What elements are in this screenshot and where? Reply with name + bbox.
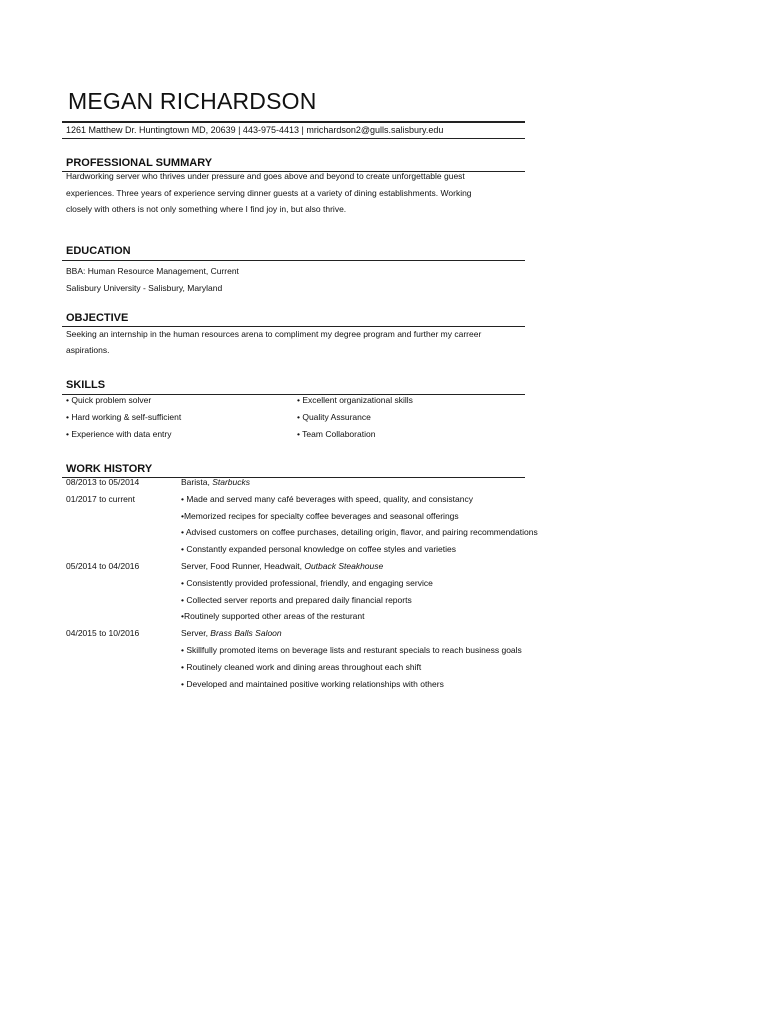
education-divider [62, 260, 525, 261]
contact-divider [62, 138, 525, 139]
work-history [66, 477, 586, 695]
job-header [66, 628, 586, 645]
job-bullet-row [66, 595, 586, 612]
skill-item: • Hard working & self-sufficient [66, 412, 182, 422]
job-role: Server, [181, 628, 211, 639]
job-dates: 04/2015 to 10/2016 [66, 628, 140, 639]
skills-row [66, 412, 526, 429]
skills-heading: SKILLS [66, 379, 106, 391]
skills-row [66, 429, 526, 446]
skills-list [66, 395, 526, 446]
skill-item: • Team Collaboration [297, 429, 376, 439]
job-bullet: • Advised customers on coffee purchases, detailing origin, flavor, and pairing recommendations [181, 527, 538, 538]
job-bullet: • Routinely cleaned work and dining areas throughout each shift [181, 661, 422, 672]
objective-line: Seeking an internship in the human resources arena to compliment my degree program and further my carreer [66, 329, 482, 339]
job-dates: 05/2014 to 04/2016 [66, 560, 140, 571]
job-title [181, 628, 282, 638]
job-bullet-row [66, 611, 586, 628]
skills-row [66, 395, 526, 412]
job-header [66, 477, 586, 494]
job-dates: 08/2013 to 05/2014 [66, 477, 140, 487]
job-role: Server, Food Runner, Headwait, [181, 560, 305, 571]
work-heading: WORK HISTORY [66, 463, 153, 475]
job-bullet-row [66, 511, 586, 528]
job-bullet: • Collected server reports and prepared daily financial reports [181, 594, 412, 605]
job-bullet: • Consistently provided professional, friendly, and engaging service [181, 577, 433, 588]
job-bullet-row [66, 662, 586, 679]
objective-heading: OBJECTIVE [66, 312, 129, 324]
job-bullet-row [66, 544, 586, 561]
skill-item: • Quick problem solver [66, 395, 152, 405]
contact-info: 1261 Matthew Dr. Huntingtown MD, 20639 | 443-975-4413 | mrichardson2@gulls.salisbury.edu [66, 125, 444, 135]
job-header [66, 561, 586, 578]
job-dates: 01/2017 to current [66, 493, 135, 504]
job-bullet: •Memorized recipes for specialty coffee beverages and seasonal offerings [181, 510, 459, 521]
job-title [181, 477, 250, 487]
job-title [181, 561, 383, 571]
job-bullet: • Developed and maintained positive working relationships with others [181, 678, 444, 689]
job-bullet-row [66, 679, 586, 696]
skill-item: • Quality Assurance [297, 412, 371, 422]
skill-item: • Excellent organizational skills [297, 395, 413, 405]
objective-line: aspirations. [66, 345, 110, 355]
summary-heading: PROFESSIONAL SUMMARY [66, 157, 213, 169]
job-employer: Brass Balls Saloon [210, 628, 282, 639]
job-bullet: • Constantly expanded personal knowledge on coffee styles and varieties [181, 544, 456, 555]
job-bullet: • Made and served many café beverages with speed, quality, and consistancy [181, 493, 473, 504]
resume-name: MEGAN RICHARDSON [68, 88, 317, 114]
job-role: Barista, [181, 477, 213, 487]
summary-line: experiences. Three years of experience serving dinner guests at a variety of dining establishments. Working [66, 188, 472, 198]
education-degree: BBA: Human Resource Management, Current [66, 266, 239, 276]
summary-line: closely with others is not only something where I find joy in, but also thrive. [66, 204, 347, 214]
education-school: Salisbury University - Salisbury, Maryland [66, 283, 223, 293]
name-divider [62, 121, 525, 123]
job-employer: Outback Steakhouse [304, 560, 384, 571]
skill-item: • Experience with data entry [66, 429, 172, 439]
job-bullet-row [66, 645, 586, 662]
job-bullet-row [66, 527, 586, 544]
job-bullet: •Routinely supported other areas of the resturant [181, 611, 365, 622]
job-employer: Starbucks [212, 477, 250, 487]
education-heading: EDUCATION [66, 245, 131, 257]
job-bullet-row [66, 494, 586, 511]
summary-line: Hardworking server who thrives under pressure and goes above and beyond to create unforgettable guest [66, 171, 465, 181]
job-bullet-row [66, 578, 586, 595]
job-bullet: • Skillfully promoted items on beverage lists and resturant specials to reach business goals [181, 644, 522, 655]
